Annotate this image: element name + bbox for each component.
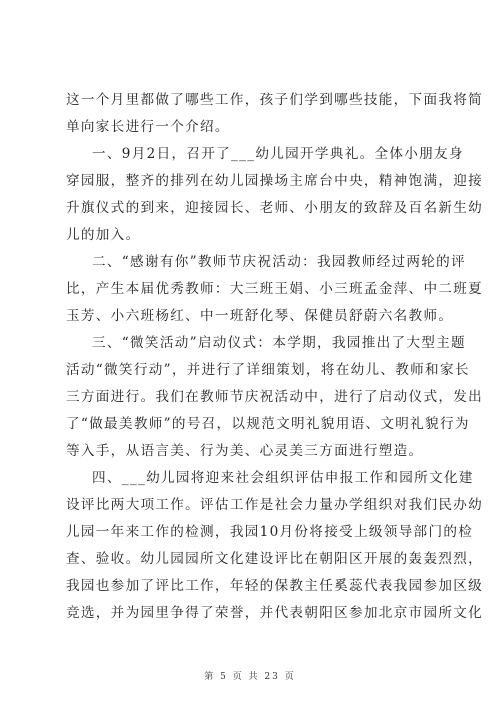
text-line: 四、___幼儿园将迎来社会组织评估申报工作和园所文化建 xyxy=(92,470,474,486)
page-number-footer: 第 5 页 共 23 页 xyxy=(204,672,296,682)
text-line: 玉芳、小六班杨红、中一班舒化琴、保健员舒蔚六名教师。 xyxy=(66,308,454,324)
text-line: 比，产生本届优秀教师：大三班王娟、小三班孟金萍、中二班夏 xyxy=(66,281,484,297)
text-line: 等入手，从语言美、行为美、心灵美三方面进行塑造。 xyxy=(66,443,424,459)
text-line: 竞选，并为园里争得了荣誉，并代表朝阳区参加北京市园所文化 xyxy=(66,605,484,621)
text-line: 三、“微笑活动”启动仪式：本学期，我园推出了大型主题 xyxy=(92,335,466,351)
text-line: 我园也参加了评比工作，年轻的保教主任奚蕊代表我园参加区级 xyxy=(66,578,484,594)
text-line: 儿的加入。 xyxy=(66,227,141,243)
text-line: 这一个月里都做了哪些工作，孩子们学到哪些技能，下面我将简 xyxy=(66,92,484,108)
text-line: 一、9月2日，召开了___幼儿园开学典礼。全体小朋友身 xyxy=(92,146,464,162)
text-line: 了“做最美教师”的号召，以规范文明礼貌用语、文明礼貌行为 xyxy=(66,416,470,432)
text-line: 二、“感谢有你”教师节庆祝活动：我园教师经过两轮的评 xyxy=(92,254,466,270)
text-line: 设评比两大项工作。评估工作是社会力量办学组织对我们民办幼 xyxy=(66,497,484,513)
text-line: 活动“微笑行动”，并进行了详细策划，将在幼儿、教师和家长 xyxy=(66,362,470,378)
text-line: 升旗仪式的到来，迎接园长、老师、小朋友的致辞及百名新生幼 xyxy=(66,200,484,216)
text-line: 单向家长进行一个介绍。 xyxy=(66,119,230,135)
text-line: 穿园服，整齐的排列在幼儿园操场主席台中央，精神饱满，迎接 xyxy=(66,173,484,189)
text-line: 三方面进行。我们在教师节庆祝活动中，进行了启动仪式，发出 xyxy=(66,389,484,405)
text-line: 查、验收。幼儿园园所文化建设评比在朝阳区开展的轰轰烈烈， xyxy=(66,551,484,567)
text-line: 儿园一年来工作的检测，我园10月份将接受上级领导部门的检 xyxy=(66,524,474,540)
